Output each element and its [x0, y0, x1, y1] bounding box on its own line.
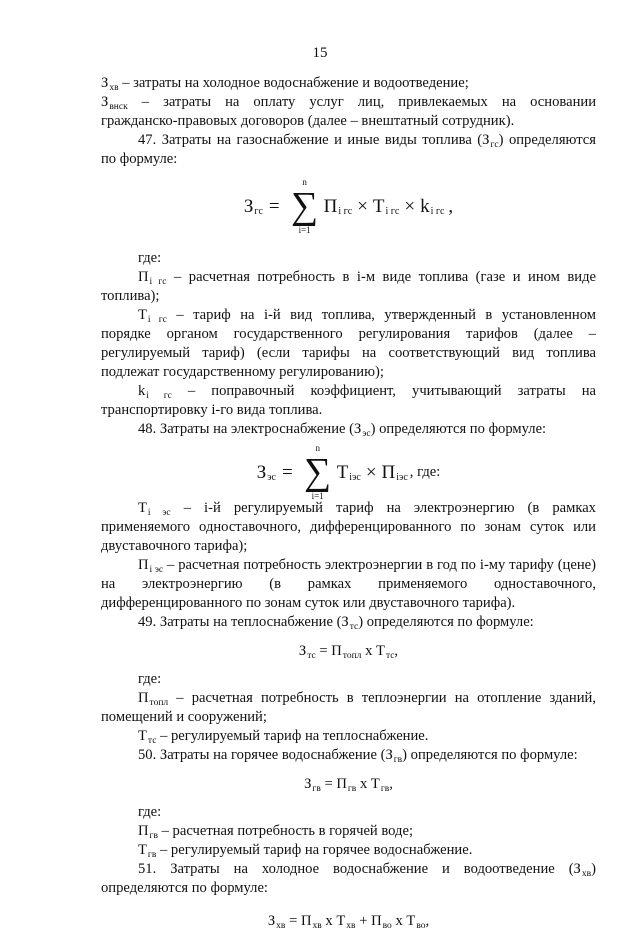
text-line: 50. Затраты на горячее водоснабжение $(З_{гв})$ определяются по формуле:	[138, 747, 578, 765]
text-line: где:	[138, 804, 162, 820]
formula-gas: З гс = n ∑ i=1 П i гс × Т i гс × k i гс ,	[243, 177, 454, 235]
text-line: $Т_{гв}$ – регулируемый тариф на горячее водоснабжение.	[138, 842, 473, 860]
sum-sign: n ∑ i=1	[304, 443, 332, 501]
text-line: на электроэнергию (в рамках применяемого одноставочного,	[101, 576, 596, 592]
text-line: $З_{хв}$ – затраты на холодное водоснабжение и водоотведение;	[101, 75, 469, 93]
text-line: помещений и сооружений;	[101, 709, 267, 725]
text-line: $Т_{i эс} - i-й$ регулируемый тариф на электроэнергию (в рамках	[138, 500, 596, 518]
text-line: двуставочного тарифа);	[101, 538, 248, 554]
text-line: $П_{топл}$ – расчетная потребность в теплоэнергии на отопление зданий,	[138, 690, 596, 708]
text-line: где:	[138, 671, 162, 687]
text-line: $k_{i гс}$ – поправочный коэффициент, учитывающий затраты на	[138, 383, 596, 401]
text-line: $З_{внск}$ – затраты на оплату услуг лиц, привлекаемых на основании	[101, 94, 596, 112]
text-line: применяемого одноставочного, дифференцированного по зонам суток или	[101, 519, 596, 535]
text-line: регулируемый тариф) (если тарифы на соответствующий вид топлива	[101, 345, 596, 361]
document-body	[101, 74, 596, 940]
text-line: $П_{i гс}$ – расчетная потребность в i-м виде топлива (газе и ином виде	[138, 269, 596, 287]
text-line: где:	[138, 250, 162, 266]
text-line: транспортировку i-го вида топлива.	[101, 402, 323, 418]
text-line: подлежат государственному регулированию);	[101, 364, 384, 380]
text-line: 49. Затраты на теплоснабжение $(З_{тс})$ определяются по формуле:	[138, 614, 534, 632]
text-line: $Т_{i гс}$ – тариф на i-й вид топлива, утвержденный в установленном	[138, 307, 596, 325]
text-line: порядке органом государственного регулирования тарифов (далее –	[101, 326, 596, 342]
text-line: 47. Затраты на газоснабжение и иные виды топлива $(З_{гс})$ определяются	[138, 132, 596, 150]
text-line: по формуле:	[101, 151, 178, 167]
text-line: дифференцированного по зонам суток или двуставочного тарифа).	[101, 595, 516, 611]
text-line: 51. Затраты на холодное водоснабжение и водоотведение $(З_{хв})$	[138, 861, 596, 879]
text-line: $П_{гв}$ – расчетная потребность в горячей воде;	[138, 823, 414, 841]
sum-sign: n ∑ i=1	[291, 177, 319, 235]
text-line: $П_{i эс}$ – расчетная потребность электроэнергии в год по i-му тарифу (цене)	[138, 557, 596, 575]
formula-hot-water: $З_{гв} = П_{гв}$ x $Т_{гв}$,	[304, 776, 393, 794]
text-line: гражданско-правовых договоров (далее – внештатный сотрудник).	[101, 113, 515, 129]
text-line: определяются по формуле:	[101, 880, 268, 896]
formula-electricity: З эс = n ∑ i=1 Т iэс × П iэс , где:	[256, 443, 441, 501]
formula-heat: $З_{тс} = П_{топл}$ x $Т_{тс}$,	[298, 643, 399, 661]
text-line: 48. Затраты на электроснабжение $(З_{эс})$ определяются по формуле:	[138, 421, 547, 439]
formula-cold-water: $З_{хв} = П_{хв}$ x $Т_{хв} + П_{во}$ x $Т_{во}$,	[267, 913, 430, 931]
text-line: $Т_{тс}$ – регулируемый тариф на теплоснабжение.	[138, 728, 429, 746]
page-number: 15	[312, 45, 328, 61]
text-line: топлива);	[101, 288, 160, 304]
